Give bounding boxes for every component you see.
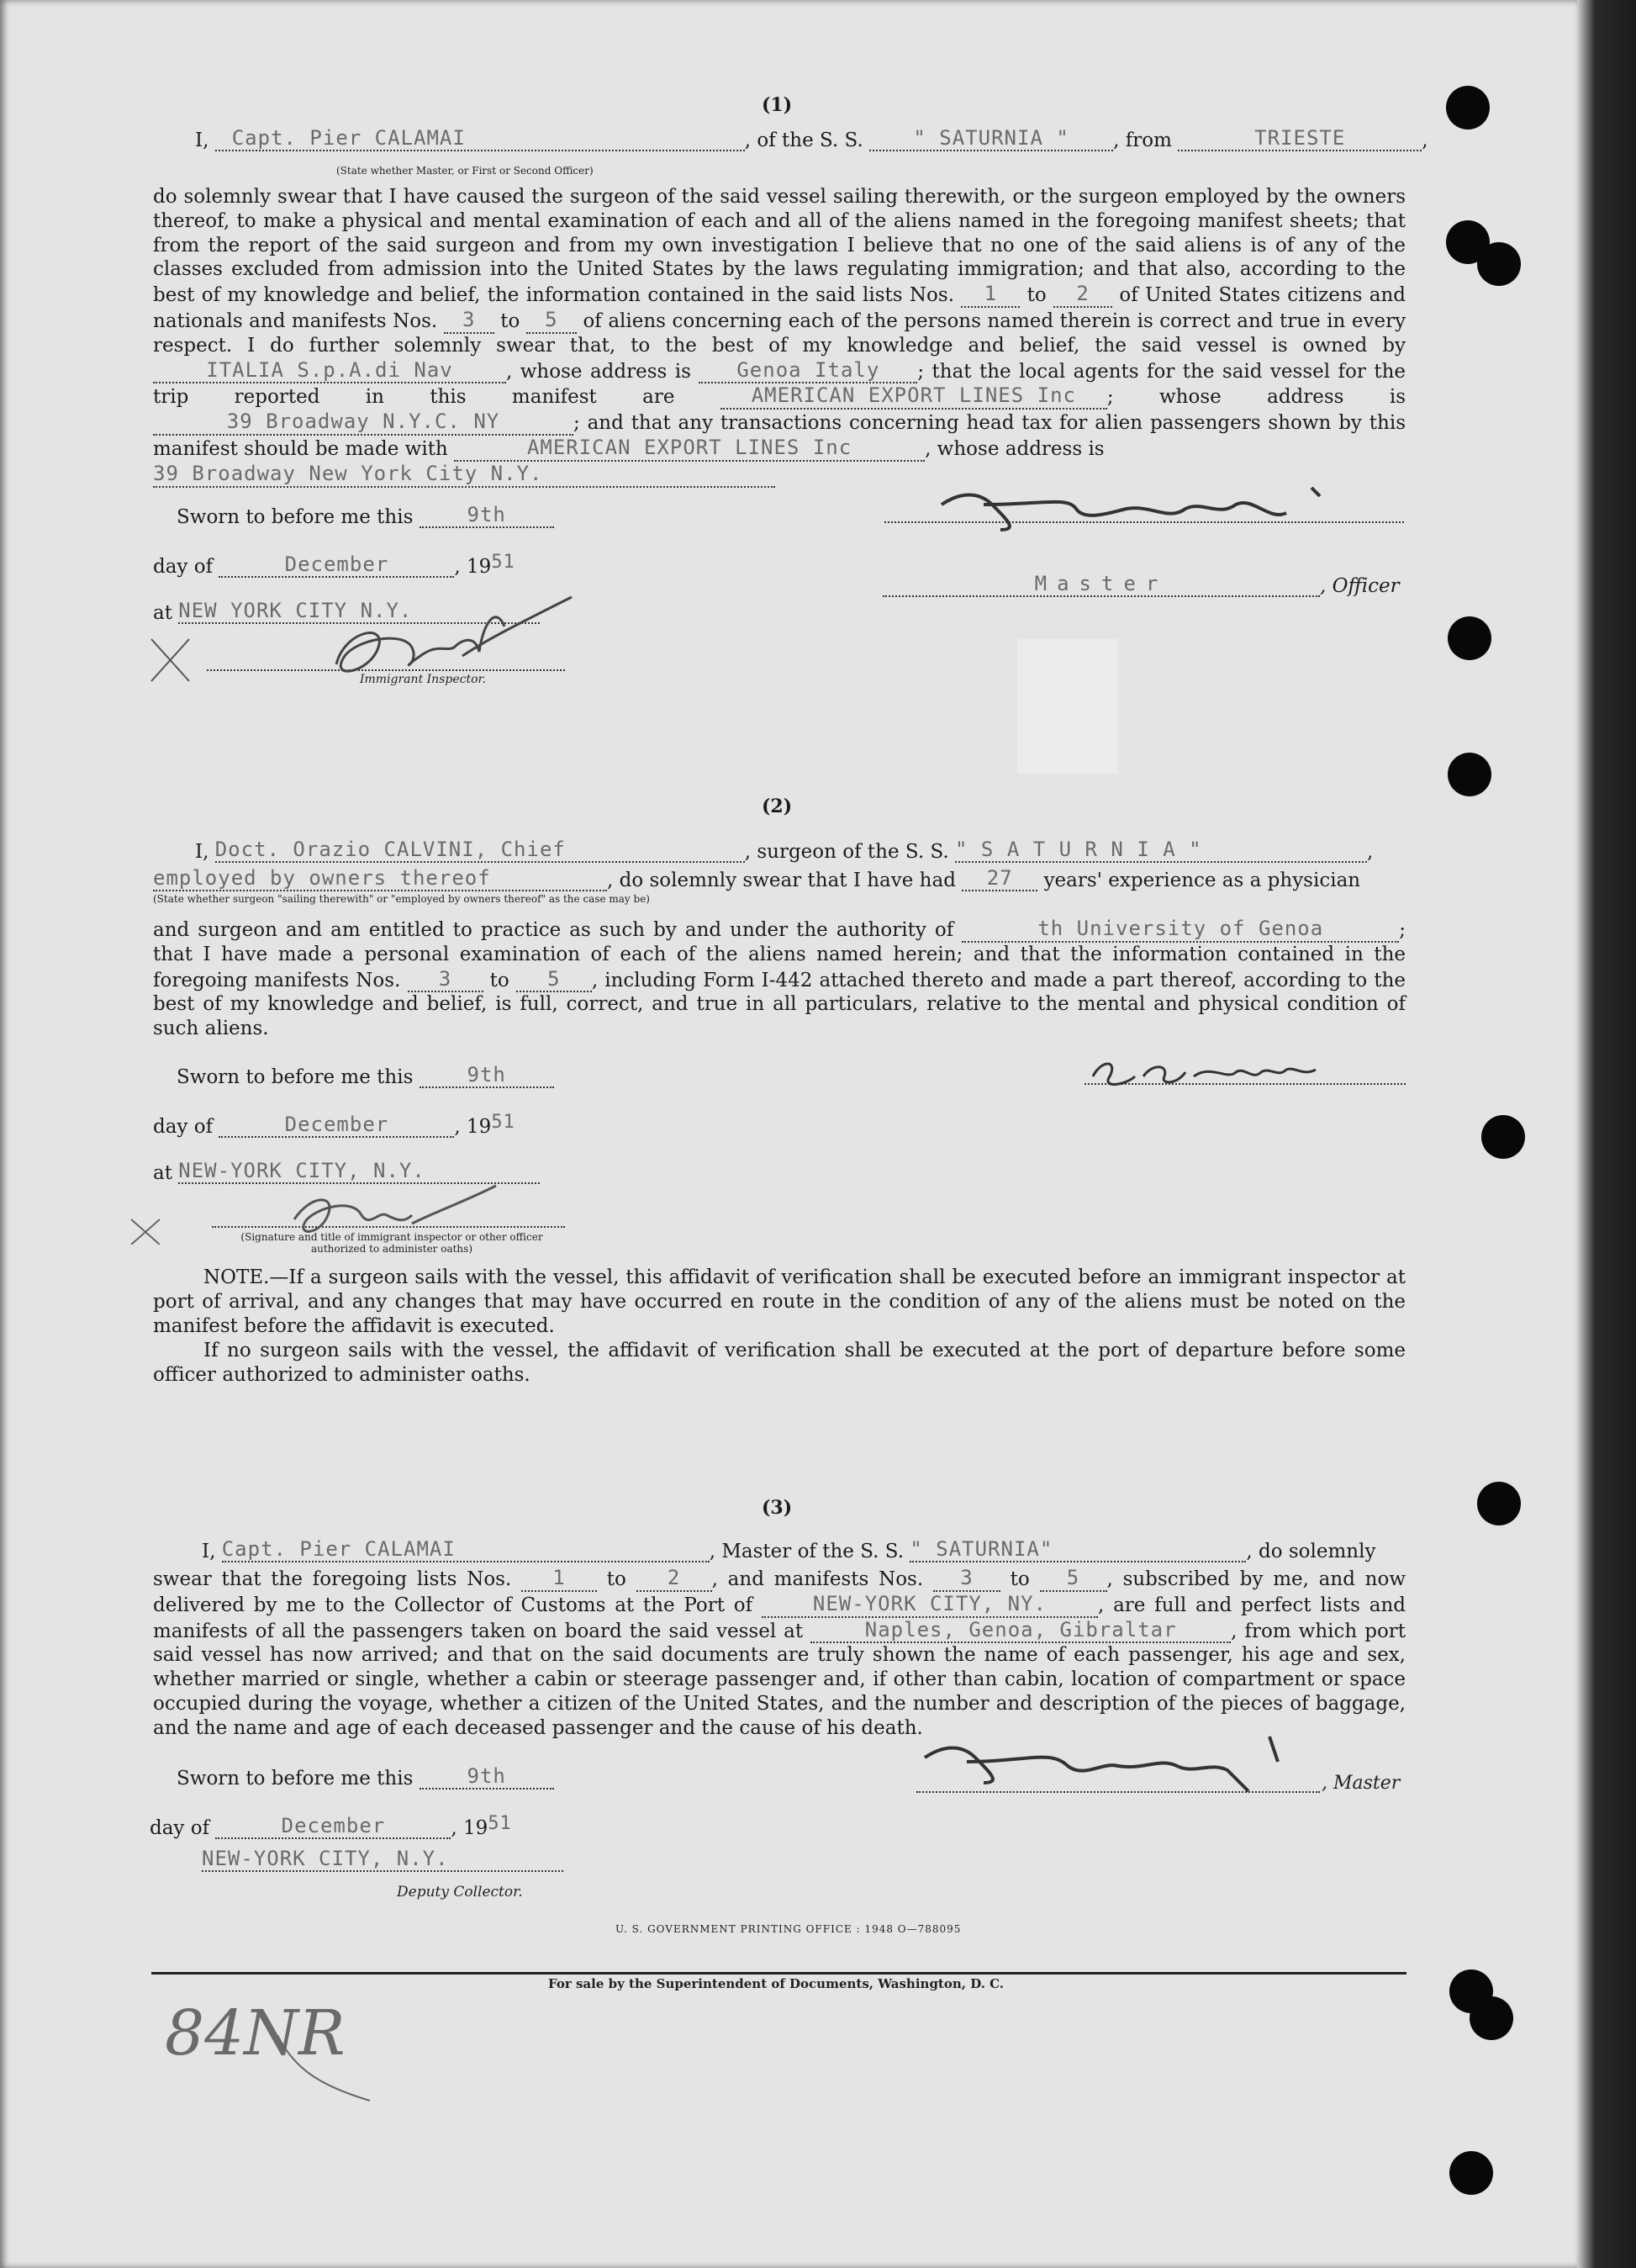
s3-lists-from: 1 bbox=[521, 1566, 597, 1592]
s1-body5: ; and that any transactions concerning head tax for alien passengers shown by this manifest should be made with bbox=[153, 412, 1406, 460]
s1-officer-line bbox=[883, 572, 1400, 597]
s1-body: do solemnly swear that I have caused the surgeon of the said vessel sailing therewith, or the surgeon employed by the owners thereof, to make a physical and mental examination of each and all of the aliens named in the foregoing manifest sheets; that from the report of the said surgeon and from my own investigation I believe that no one of the said aliens is of any of the classes excluded from admission into the United States by the laws regulating immigration; and that also, according to the best of my knowledge and belief, the information contained in the said lists Nos. 1 to 2 of United States citizens and nationals and manifests Nos. 3 to 5 of aliens concerning each of the persons named therein is correct and true in every respect. I do further solemnly swear that, to the best of my knowledge and belief, the said vessel is owned by ITALIA S.p.A.di Nav , whose address is Genoa Italy ; that the local agents for the said vessel for the trip reported in this manifest are AMERICAN EXPORT LINES Inc ; whose address is 39 Broadway N.Y.C. NY ; and that any transactions concerning head tax for alien passengers shown by this manifest should be made with AMERICAN EXPORT LINES Inc , whose address is 39 Broadway New York City N.Y. bbox=[153, 185, 1406, 488]
s3-manifests-of: manifests of all the passengers taken on board the said vessel at bbox=[153, 1620, 804, 1642]
s1-day-of-label: day of bbox=[153, 556, 214, 578]
s3-year-prefix: , 19 bbox=[451, 1817, 488, 1839]
s1-body3: of aliens concerning each of the persons named therein is correct and true in every respect. I do further solemnly swear that, to the best of my knowledge and belief, the said vessel is owned by bbox=[153, 309, 1406, 357]
s2-employment: employed by owners thereof bbox=[153, 866, 607, 891]
s3-lists-to: 2 bbox=[636, 1566, 712, 1592]
s1-sworn-line bbox=[177, 503, 554, 528]
s1-intro-line: I, Capt. Pier CALAMAI , of the S. S. " SATURNIA " , from TRIESTE , bbox=[195, 126, 1428, 151]
s3-solemnly: , do solemnly bbox=[1246, 1541, 1376, 1562]
s2-sworn-line bbox=[177, 1063, 554, 1088]
s3-intro-line bbox=[202, 1537, 1375, 1562]
s2-at-label: at bbox=[153, 1162, 172, 1184]
ink-stamp-residue bbox=[1017, 639, 1118, 774]
s1-agents-address: 39 Broadway N.Y.C. NY bbox=[153, 410, 573, 436]
s2-years: 27 bbox=[962, 866, 1037, 891]
s1-owner-address: Genoa Italy bbox=[699, 358, 917, 384]
footer-rule bbox=[151, 1972, 1406, 1975]
s3-day-of-label: day of bbox=[150, 1817, 210, 1839]
s2-date-line bbox=[153, 1112, 515, 1138]
s3-month: December bbox=[215, 1814, 451, 1839]
handwritten-note: 84NR bbox=[165, 1997, 346, 2070]
s3-date-line bbox=[150, 1813, 512, 1839]
s2-sworn-label: Sworn to before me this bbox=[177, 1066, 414, 1088]
s2-body-text: and surgeon and am entitled to practice as such by and under the authority of bbox=[153, 919, 954, 941]
s1-whose-address2: whose address is bbox=[1158, 386, 1406, 409]
s1-from-label: , from bbox=[1113, 130, 1172, 151]
s3-master-sig-line bbox=[916, 1791, 1320, 1793]
s2-state-whether: (State whether surgeon "sailing therewith" or "employed by owners thereof" as the case may be) bbox=[153, 893, 650, 905]
s3-body-text: port said vessel has now arrived; and that on the said documents are truly shown the name of each passenger, his age and sex, whether married or single, whether a cabin or steerage passenger and, if other than cabin, location of compartment or space occupied during the voyage, whether a citizen of the United States, and the number and description of the pieces of baggage, and the name and age of each deceased passenger and the cause of his death. bbox=[153, 1620, 1406, 1739]
s1-year-prefix: , 19 bbox=[454, 556, 492, 578]
s1-lists-to: 2 bbox=[1053, 282, 1112, 308]
s1-body-text: do solemnly swear that I have caused the surgeon of the said vessel sailing therewith, or the surgeon employed by the owners thereof, to make a physical and mental examination of each and all of the aliens named in the foregoing manifest sheets; that from the report of the said surgeon and from my own investigation I believe that no one of the said aliens is of any of the classes excluded from admission into the United States by the laws regulating immigration; and that also, according to the best of my knowledge and belief, the information contained in the said lists Nos. bbox=[153, 186, 1406, 307]
s1-owner: ITALIA S.p.A.di Nav bbox=[153, 358, 506, 384]
s1-date-line bbox=[153, 552, 515, 578]
s2-years-text: years' experience as a physician bbox=[1043, 870, 1361, 891]
gpo-imprint: U. S. GOVERNMENT PRINTING OFFICE : 1948 O—788095 bbox=[615, 1923, 962, 1935]
s2-surgeon-name: Doct. Orazio CALVINI, Chief bbox=[215, 838, 745, 863]
s1-state-whether: (State whether Master, or First or Second Officer) bbox=[336, 165, 594, 177]
s1-of-ss-label: , of the S. S. bbox=[744, 130, 863, 151]
s1-manifests-to: 5 bbox=[526, 308, 577, 334]
s3-swear-lists: swear that the foregoing lists Nos. bbox=[153, 1568, 512, 1590]
s1-i-label: I, bbox=[195, 130, 209, 151]
s2-to: to bbox=[489, 969, 509, 991]
s1-manifests-from: 3 bbox=[444, 308, 494, 334]
s1-rank: Master bbox=[883, 572, 1320, 597]
s1-officer-label: , Officer bbox=[1320, 575, 1400, 597]
s2-authority: th University of Genoa bbox=[962, 917, 1399, 943]
s2-body2: that I have made a personal examination of each of the aliens named herein; and that the information contained in the foregoing manifests Nos. bbox=[153, 943, 1406, 991]
s3-from-which: , from which bbox=[1231, 1620, 1358, 1642]
s1-to: to bbox=[1026, 284, 1047, 307]
s1-port-from: TRIESTE bbox=[1178, 126, 1422, 151]
s1-body2: of United States citizens and nationals and manifests Nos. bbox=[153, 284, 1406, 332]
s3-master-label: , Master bbox=[1322, 1773, 1401, 1794]
s3-body bbox=[153, 1566, 1406, 1741]
s2-employment-line bbox=[153, 866, 1360, 891]
s2-surgeon-sig-line bbox=[1085, 1083, 1406, 1085]
s3-collector-label: Deputy Collector. bbox=[397, 1884, 523, 1901]
s1-headtax: AMERICAN EXPORT LINES Inc bbox=[454, 436, 925, 462]
s2-month: December bbox=[219, 1113, 454, 1138]
s2-manifests-from: 3 bbox=[408, 967, 483, 993]
s3-to-2: to bbox=[1010, 1568, 1030, 1590]
s1-year: 51 bbox=[491, 552, 515, 573]
s3-place-line bbox=[202, 1847, 563, 1872]
s2-sig-caption: (Signature and title of immigrant inspector or other officer authorized to administer oaths) bbox=[240, 1231, 543, 1255]
s2-day-of-label: day of bbox=[153, 1116, 214, 1138]
note-paragraph-2: If no surgeon sails with the vessel, the affidavit of verification shall be executed at the port of departure before some officer authorized to administer oaths. bbox=[153, 1340, 1406, 1386]
s3-i-label: I, bbox=[202, 1541, 216, 1562]
s3-and-manifests: , and manifests Nos. bbox=[711, 1568, 924, 1590]
s2-place: NEW-YORK CITY, N.Y. bbox=[178, 1159, 540, 1184]
s1-day: 9th bbox=[420, 503, 554, 528]
s1-month: December bbox=[219, 552, 454, 578]
s2-year: 51 bbox=[491, 1112, 515, 1133]
s1-master-signature bbox=[933, 471, 1337, 547]
s3-year: 51 bbox=[488, 1813, 512, 1834]
s1-at-label: at bbox=[153, 602, 172, 624]
s3-master-signature bbox=[916, 1724, 1320, 1800]
s3-vessel: " SATURNIA" bbox=[910, 1537, 1246, 1562]
handwritten-flourish bbox=[277, 2035, 378, 2102]
s1-whose-address3: , whose address is bbox=[925, 437, 1105, 460]
s1-inspector-signature bbox=[143, 589, 614, 698]
s3-master-of-label: , Master of the S. S. bbox=[709, 1541, 905, 1562]
s2-intro-line: I, Doct. Orazio CALVINI, Chief , surgeon of the S. S. " S A T U R N I A " , bbox=[195, 838, 1374, 863]
punch-hole bbox=[1448, 616, 1491, 660]
punch-hole bbox=[1448, 753, 1491, 796]
section-2-number: (2) bbox=[762, 796, 793, 817]
s1-sworn-label: Sworn to before me this bbox=[177, 506, 414, 528]
punch-hole bbox=[1470, 1996, 1513, 2040]
punch-hole bbox=[1446, 86, 1490, 130]
s2-year-prefix: , 19 bbox=[454, 1116, 492, 1138]
s3-full-perfect: , are full and perfect lists and bbox=[1097, 1594, 1406, 1616]
s2-body3: , including Form I-442 attached thereto and made a part thereof, according to the best of my knowledge and belief, is full, correct, and true in all particulars, relative to the mental and physical condition of such aliens. bbox=[153, 969, 1406, 1040]
page-edge bbox=[1577, 0, 1636, 2268]
s3-ports-taken: Naples, Genoa, Gibraltar bbox=[810, 1618, 1231, 1644]
s1-to-2: to bbox=[500, 309, 520, 332]
s3-subscribed: , subscribed by me, and now bbox=[1106, 1568, 1406, 1590]
s2-surgeon-signature bbox=[1085, 1051, 1337, 1093]
s2-surgeon-of-label: , surgeon of the S. S. bbox=[744, 841, 949, 863]
s2-inspector-signature bbox=[126, 1177, 530, 1245]
s1-body4: that the local agents for the said vessel for the trip reported in this manifest are bbox=[153, 360, 1406, 409]
note-paragraph-1: NOTE.—If a surgeon sails with the vessel, this affidavit of verification shall be executed before an immigrant inspector at port of arrival, and any changes that may have occurred en route in the condition of any of the aliens must be noted on the manifest before the affidavit is executed. bbox=[153, 1266, 1406, 1337]
s1-agents: AMERICAN EXPORT LINES Inc bbox=[720, 383, 1107, 410]
section-1-number: (1) bbox=[762, 94, 793, 116]
s3-manifests-to: 5 bbox=[1040, 1566, 1107, 1592]
s1-headtax-address: 39 Broadway New York City N.Y. bbox=[153, 462, 775, 488]
s3-day: 9th bbox=[420, 1764, 554, 1790]
s1-vessel: " SATURNIA " bbox=[869, 126, 1113, 151]
s3-master-name: Capt. Pier CALAMAI bbox=[222, 1537, 710, 1562]
s3-sworn-label: Sworn to before me this bbox=[177, 1768, 414, 1790]
s2-manifests-to: 5 bbox=[516, 967, 592, 993]
punch-hole bbox=[1477, 242, 1521, 286]
s3-port: NEW-YORK CITY, NY. bbox=[762, 1592, 1098, 1618]
s2-vessel: " S A T U R N I A " bbox=[955, 838, 1367, 863]
s1-whose-address: , whose address is bbox=[506, 360, 691, 383]
s2-day: 9th bbox=[420, 1063, 554, 1088]
s3-manifests-from: 3 bbox=[933, 1566, 1000, 1592]
punch-hole bbox=[1481, 1115, 1525, 1159]
s1-master-sig-line bbox=[884, 521, 1404, 523]
s1-place: NEW YORK CITY N.Y. bbox=[178, 599, 540, 624]
s3-to: to bbox=[606, 1568, 626, 1590]
s1-inspector-label: Immigrant Inspector. bbox=[360, 673, 487, 686]
s1-lists-from: 1 bbox=[961, 282, 1020, 308]
s1-master-name: Capt. Pier CALAMAI bbox=[215, 126, 745, 151]
s2-body: and surgeon and am entitled to practice as such by and under the authority of th University of Genoa ; that I have made a personal examination of each of the aliens named herein; and that the information contained in the foregoing manifests Nos. 3 to 5 , including Form I-442 attached thereto and made a part thereof, according to the best of my knowledge and belief, is full, correct, and true in all particulars, relative to the mental and physical condition of such aliens. bbox=[153, 917, 1406, 1040]
s2-i-label: I, bbox=[195, 841, 209, 863]
punch-hole bbox=[1477, 1482, 1521, 1525]
footer-text: For sale by the Superintendent of Documents, Washington, D. C. bbox=[548, 1976, 1005, 1991]
punch-hole bbox=[1449, 2151, 1493, 2195]
s3-sworn-line bbox=[177, 1764, 554, 1790]
s3-delivered: delivered by me to the Collector of Customs at the Port of bbox=[153, 1594, 753, 1616]
section-3-number: (3) bbox=[762, 1497, 793, 1519]
s3-place: NEW-YORK CITY, N.Y. bbox=[202, 1847, 563, 1872]
s2-swear-label: , do solemnly swear that I have had bbox=[607, 870, 956, 891]
